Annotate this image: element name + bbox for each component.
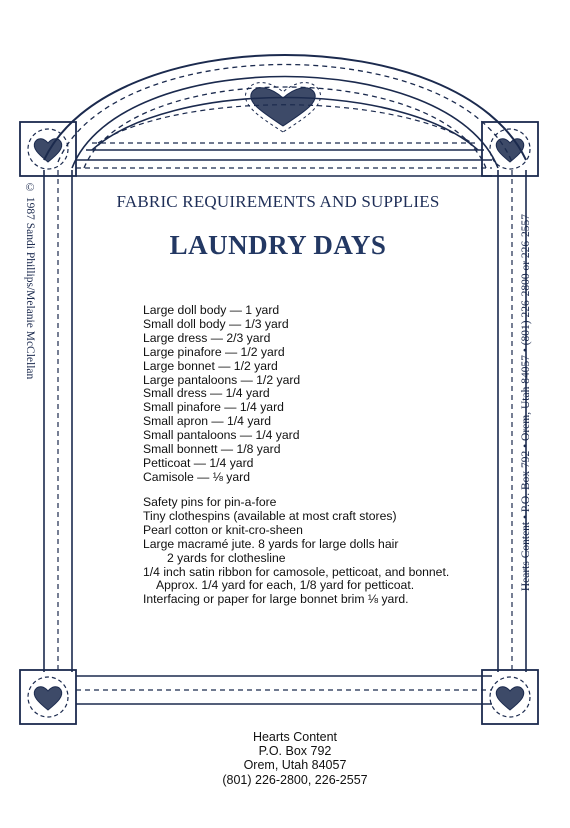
page-title: LAUNDRY DAYS xyxy=(169,230,387,260)
fabric-requirements-list xyxy=(143,304,300,485)
footer-phone: (801) 226-2800, 226-2557 xyxy=(222,772,368,787)
list-item: Approx. 1/4 yard for each, 1/8 yard for petticoat. xyxy=(156,578,415,593)
footer-city: Orem, Utah 84057 xyxy=(243,758,347,773)
list-item: Large pinafore — 1/2 yard xyxy=(143,344,285,359)
page-subtitle: FABRIC REQUIREMENTS AND SUPPLIES xyxy=(116,192,440,211)
list-item: Camisole — ⅛ yard xyxy=(143,469,251,484)
address-side-text: Hearts Content • P.O. Box 792 • Orem, Utah 84057 • (801) 226-2800 or 226-2557 xyxy=(520,214,532,592)
list-item: Small pantaloons — 1/4 yard xyxy=(143,428,300,443)
list-item: Large doll body — 1 yard xyxy=(143,303,280,317)
heart-icon-top-left xyxy=(34,139,62,162)
list-item: Small apron — 1/4 yard xyxy=(143,414,272,429)
heart-icon-top-right xyxy=(496,139,524,162)
list-item: Small doll body — 1/3 yard xyxy=(143,316,289,331)
list-item: Small pinafore — 1/4 yard xyxy=(143,400,284,415)
copyright-side-text: © 1987 Sandi Phillips/Melanie McClellan xyxy=(24,182,36,380)
list-item: Small dress — 1/4 yard xyxy=(143,386,270,401)
list-item: Safety pins for pin-a-fore xyxy=(143,495,277,509)
list-item: Pearl cotton or knit-cro-sheen xyxy=(143,522,303,537)
supplies-list xyxy=(143,496,449,607)
list-item: Interfacing or paper for large bonnet brim ⅛ yard. xyxy=(143,592,409,607)
list-item: Large pantaloons — 1/2 yard xyxy=(143,372,301,387)
footer-address xyxy=(180,730,410,787)
list-item: Large bonnet — 1/2 yard xyxy=(143,358,278,373)
heart-icon-bottom-right xyxy=(496,687,524,710)
footer-po-box: P.O. Box 792 xyxy=(258,744,332,759)
list-item: Tiny clothespins (available at most craft stores) xyxy=(143,508,397,523)
heart-icon-bottom-left xyxy=(34,687,62,710)
list-item: Large macramé jute. 8 yards for large dolls hair xyxy=(143,536,399,551)
footer-company: Hearts Content xyxy=(252,730,338,744)
list-item: 2 yards for clothesline xyxy=(167,550,286,565)
list-item: Small bonnett — 1/8 yard xyxy=(143,442,281,457)
list-item: 1/4 inch satin ribbon for camosole, petticoat, and bonnet. xyxy=(143,564,450,579)
list-item: Petticoat — 1/4 yard xyxy=(143,455,254,470)
list-item: Large dress — 2/3 yard xyxy=(143,330,271,345)
heart-icon-top-center xyxy=(251,88,316,126)
